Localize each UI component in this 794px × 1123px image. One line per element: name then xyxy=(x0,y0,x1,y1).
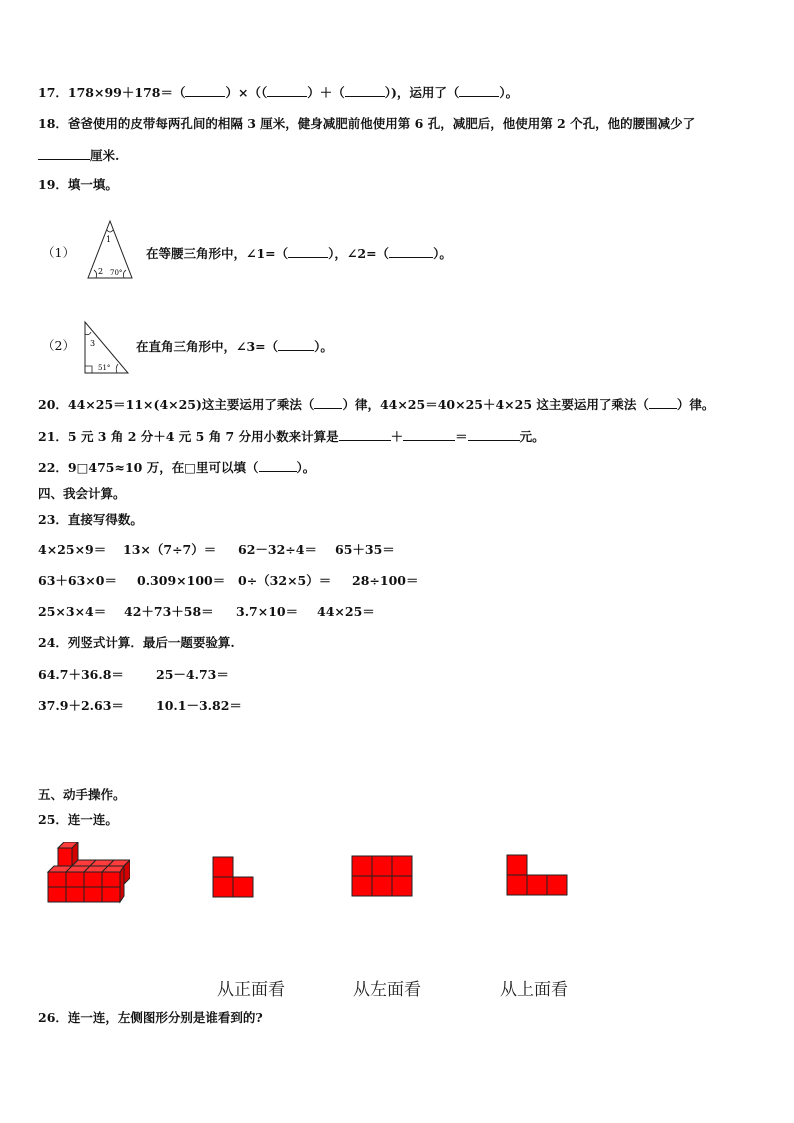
calc-item: 10.1－3.82＝ xyxy=(156,698,242,713)
question-19-part2-text: 在直角三角形中，∠3=（ ）。 xyxy=(136,339,333,354)
question-25-title: 25．连一连。 xyxy=(38,812,118,827)
question-24-title: 24．列竖式计算．最后一题要验算. xyxy=(38,635,235,650)
blank[interactable] xyxy=(38,147,90,160)
blank[interactable] xyxy=(649,396,677,409)
blank[interactable] xyxy=(459,84,499,97)
blank[interactable] xyxy=(389,245,433,258)
calc-item: 4×25×9＝ xyxy=(38,542,107,557)
calc-item: 0.309×100＝ xyxy=(137,573,226,588)
blank[interactable] xyxy=(314,396,342,409)
angle-70-label: 70° xyxy=(110,269,123,277)
view-label-front: 从正面看 xyxy=(217,980,285,1000)
blank[interactable] xyxy=(339,428,391,441)
question-19-title: 19．填一填。 xyxy=(38,177,118,192)
cube-assembly-3d-figure xyxy=(44,842,130,904)
view-label-top: 从上面看 xyxy=(500,980,568,1000)
question-19-part2-number: （2） xyxy=(42,338,75,353)
calc-item: 65＋35＝ xyxy=(335,542,395,557)
question-18-line2: 厘米. xyxy=(38,147,119,164)
blank[interactable] xyxy=(185,84,225,97)
calc-item: 44×25＝ xyxy=(317,604,375,619)
isosceles-triangle-figure xyxy=(84,218,136,282)
calc-item: 37.9＋2.63＝ xyxy=(38,698,124,713)
calc-item: 63＋63×0＝ xyxy=(38,573,117,588)
question-19-part1-number: （1） xyxy=(42,245,75,260)
question-21: 21．5 元 3 角 2 分＋4 元 5 角 7 分用小数来计算是 ＋ ＝ 元。 xyxy=(38,429,545,444)
section-4-heading: 四、我会计算。 xyxy=(38,486,126,501)
blank[interactable] xyxy=(468,428,520,441)
question-19-part1-text: 在等腰三角形中，∠1=（ ），∠2=（ ）。 xyxy=(146,246,452,261)
question-18: 18．爸爸使用的皮带每两孔间的相隔 3 厘米，健身减肥前他使用第 6 孔，减肥后，他使用第 2 个孔，他的腰围减少了 xyxy=(38,116,696,131)
view-shape-a xyxy=(212,856,256,898)
question-17: 17．178×99＋178＝（ ）×（（ ）＋（ ）)，运用了（ ）。 xyxy=(38,85,519,100)
question-22: 22．9□475≈10 万，在□里可以填（ ）。 xyxy=(38,460,316,475)
angle-1-label: 1 xyxy=(106,235,112,244)
calc-item: 13×（7÷7）＝ xyxy=(123,542,217,557)
angle-51-label: 51° xyxy=(98,364,111,372)
calc-item: 25×3×4＝ xyxy=(38,604,107,619)
question-20: 20．44×25＝11×(4×25)这主要运用了乘法（ ）律，44×25＝40×25＋4×25 这主要运用了乘法（ ）律。 xyxy=(38,397,715,412)
calc-item: 28÷100＝ xyxy=(352,573,419,588)
view-label-left: 从左面看 xyxy=(353,980,421,1000)
calc-item: 0÷（32×5）＝ xyxy=(238,573,332,588)
section-5-heading: 五、动手操作。 xyxy=(38,787,126,802)
angle-2-label: 2 xyxy=(98,267,104,276)
blank[interactable] xyxy=(345,84,385,97)
calc-item: 64.7＋36.8＝ xyxy=(38,667,124,682)
blank[interactable] xyxy=(288,245,328,258)
blank[interactable] xyxy=(403,428,455,441)
blank[interactable] xyxy=(259,459,297,472)
blank[interactable] xyxy=(267,84,307,97)
calc-item: 42＋73＋58＝ xyxy=(124,604,214,619)
calc-item: 3.7×10＝ xyxy=(236,604,299,619)
calc-item: 62－32÷4＝ xyxy=(238,542,317,557)
blank[interactable] xyxy=(278,338,314,351)
question-23-title: 23．直接写得数。 xyxy=(38,512,143,527)
right-triangle-figure xyxy=(82,320,132,376)
view-shape-c xyxy=(506,854,568,896)
question-26-title: 26．连一连，左侧图形分别是谁看到的? xyxy=(38,1010,263,1025)
view-shape-b xyxy=(351,855,413,897)
calc-item: 25－4.73＝ xyxy=(156,667,229,682)
angle-3-label: 3 xyxy=(90,339,96,348)
